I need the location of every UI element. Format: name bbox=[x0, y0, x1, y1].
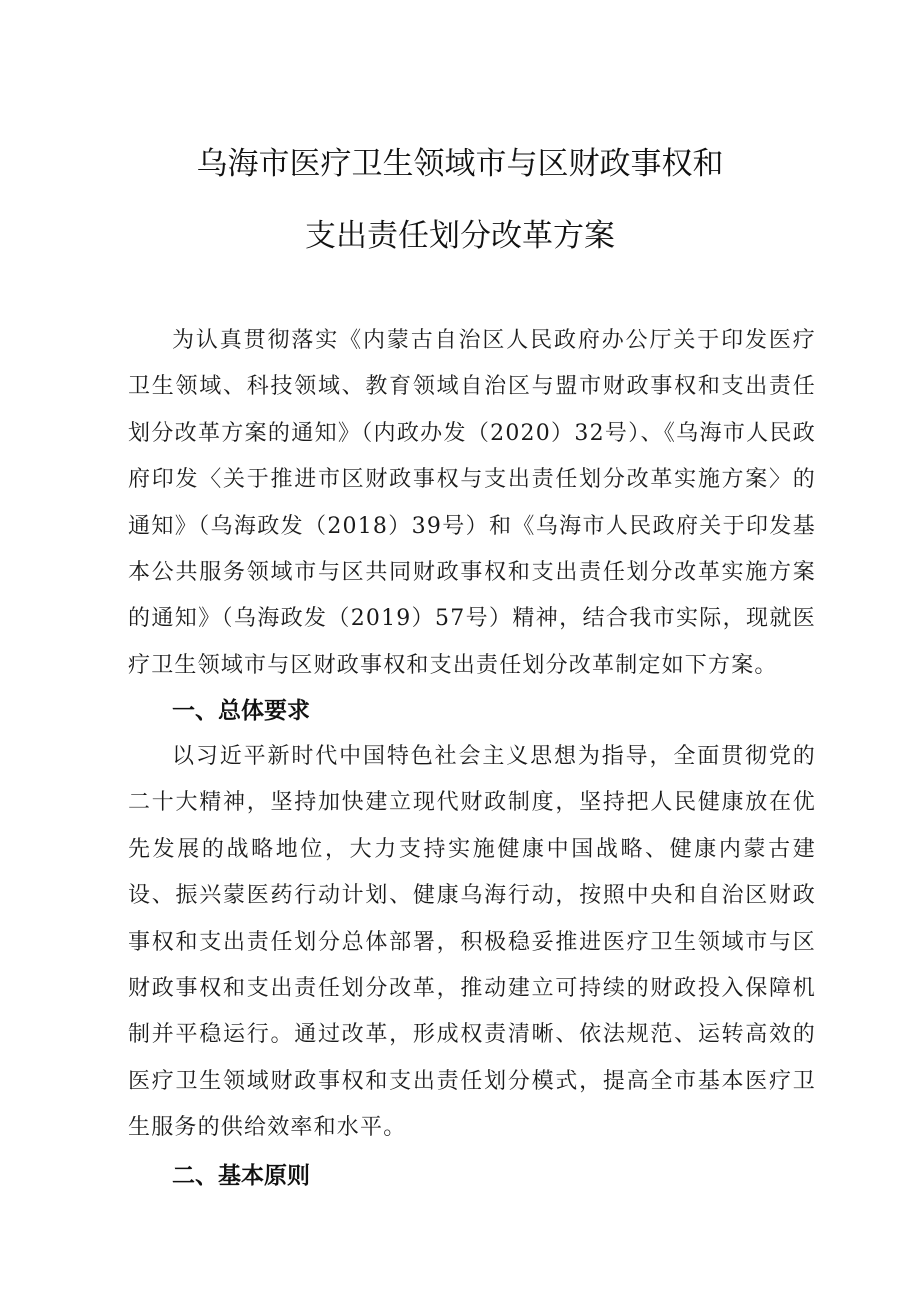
document-title-line-2: 支出责任划分改革方案 bbox=[305, 218, 615, 254]
general-requirements-paragraph: 以习近平新时代中国特色社会主义思想为指导，全面贯彻党的二十大精神，坚持加快建立现代财政制度，坚持把人民健康放在优先发展的战略地位，大力支持实施健康中国战略、健康内蒙古建设、振兴蒙医药行动计划、健康乌海行动，按照中央和自治区财政事权和支出责任划分总体部署，积极稳妥推进医疗卫生领域市与区财政事权和支出责任划分改革，推动建立可持续的财政投入保障机制并平稳运行。通过改革，形成权责清晰、依法规范、运转高效的医疗卫生领域财政事权和支出责任划分模式，提高全市基本医疗卫生服务的供给效率和水平。 bbox=[128, 744, 816, 1141]
intro-paragraph: 为认真贯彻落实《内蒙古自治区人民政府办公厅关于印发医疗卫生领域、科技领域、教育领域自治区与盟市财政事权和支出责任划分改革方案的通知》（内政办发（2020）32号）、《乌海市人民政府印发〈关于推进市区财政事权与支出责任划分改革实施方案〉的通知》（乌海政发（2018）39号）和《乌海市人民政府关于印发基本公共服务领域市与区共同财政事权和支出责任划分改革实施方案的通知》（乌海政发（2019）57号）精神，结合我市实际，现就医疗卫生领域市与区财政事权和支出责任划分改革制定如下方案。 bbox=[128, 328, 816, 678]
document-title-line-1: 乌海市医疗卫生领域市与区财政事权和 bbox=[196, 146, 724, 182]
section-heading-basic-principles: 二、基本原则 bbox=[172, 1163, 310, 1189]
section-heading-general-requirements: 一、总体要求 bbox=[172, 698, 310, 724]
